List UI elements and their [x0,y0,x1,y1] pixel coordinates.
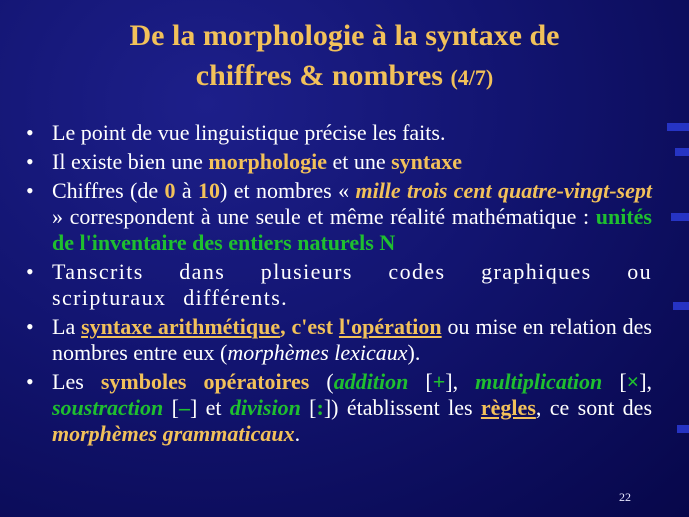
keyword-cest: c'est [291,314,339,339]
symbol-divide: : [316,395,324,420]
bullet-6-text: ]) établissent les [323,395,481,420]
italic-morphemes-lexicaux: morphèmes lexicaux [227,340,408,365]
bullet-2-text: Il existe bien une [52,149,209,174]
keyword-morphemes-grammaticaux: morphèmes grammaticaux [52,421,295,446]
decorative-bar [671,213,689,221]
title-line-2-text: chiffres & nombres [195,59,443,92]
bullet-6-text: [ [163,395,179,420]
bullet-6-text: ], [445,369,476,394]
keyword-morphologie: morphologie [208,149,327,174]
bullet-3-text: » correspondent à une seule et même réalité mathématique : [52,204,596,229]
keyword-operation: l'opération [338,314,442,339]
bullet-marker: • [26,259,34,284]
decorative-bar [667,123,689,131]
bullet-item-6 [26,369,652,447]
bullet-6-text: [ [602,369,627,394]
bullet-marker: • [26,149,34,174]
bullet-3-text: Chiffres (de [52,178,165,203]
bullet-5-text: ou mise en relation des nombres entre eux ( [52,314,652,365]
bullet-6-text: Les [52,369,101,394]
keyword-addition: addition [333,369,409,394]
keyword-ten: 10 [198,178,221,203]
decorative-bar [677,425,689,433]
symbol-minus: – [178,395,190,420]
bullet-item-4 [26,259,652,311]
bullet-2-text: et une [326,149,392,174]
keyword-unites-inventaire: unités de l'inventaire des entiers naturels N [52,204,652,255]
bullet-5-text: ). [407,340,421,365]
bullet-6-text: ( [309,369,334,394]
bullet-item-5 [26,314,652,366]
keyword-syntaxe-arithmetique: syntaxe arithmétique [81,314,281,339]
page-number: 22 [619,490,631,504]
keyword-soustraction: soustraction [52,395,164,420]
bullet-list [26,120,652,450]
bullet-1-text: Le point de vue linguistique précise les faits. [52,120,446,145]
keyword-multiplication: multiplication [475,369,603,394]
keyword-regles: règles [480,395,536,420]
bullet-5-comma: , [280,314,292,339]
bullet-6-text: [ [300,395,317,420]
bullet-marker: • [26,178,34,203]
bullet-marker: • [26,369,34,394]
bullet-4-text: Tanscrits dans plusieurs codes graphiques ou scripturaux différents. [52,259,652,310]
bullet-6-text: , ce sont des [535,395,653,420]
bullet-item-2 [26,149,652,175]
slide-title [0,16,689,98]
keyword-number-phrase: mille trois cent quatre-vingt-sept [355,178,652,203]
keyword-zero: 0 [164,178,176,203]
bullet-6-text: . [294,421,301,446]
keyword-symboles-operatoires: symboles opératoires [100,369,310,394]
bullet-3-text: à [175,178,199,203]
bullet-6-text: ] et [189,395,230,420]
symbol-plus: + [432,369,446,394]
bullet-marker: • [26,314,34,339]
bullet-3-text: ) et nombres « [220,178,356,203]
keyword-syntaxe: syntaxe [391,149,463,174]
bullet-item-1 [26,120,652,146]
bullet-5-text: La [52,314,82,339]
decorative-bar [675,148,689,156]
bullet-item-3 [26,178,652,256]
slide-counter: (4/7) [450,65,494,90]
title-line-1: De la morphologie à la syntaxe de [129,19,560,52]
bullet-marker: • [26,120,34,145]
keyword-division: division [229,395,301,420]
bullet-6-text: ], [639,369,653,394]
decorative-bar [673,302,689,310]
symbol-times: × [626,369,640,394]
title-line-2 [0,56,689,98]
bullet-6-text: [ [408,369,433,394]
